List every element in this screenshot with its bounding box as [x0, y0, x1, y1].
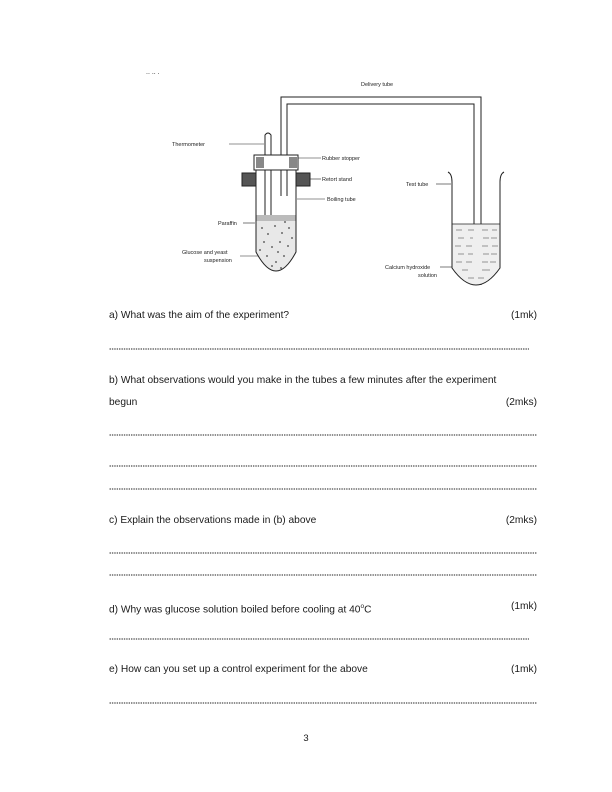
header-scribble: .. .. . [146, 69, 160, 76]
answer-line-d1[interactable] [109, 638, 529, 640]
answer-line-e1[interactable] [109, 702, 537, 704]
label-calcium-line1: Calcium hydroxide [385, 265, 431, 271]
label-delivery-tube: Delivery tube [361, 82, 394, 88]
page-number: 3 [303, 733, 309, 744]
label-calcium-line2: solution [418, 273, 437, 279]
label-glucose-line2: suspension [204, 258, 232, 264]
question-e-text: e) How can you set up a control experiment for the above [109, 664, 368, 675]
test-tube [448, 172, 504, 285]
question-c [109, 514, 537, 528]
experiment-diagram [0, 0, 612, 300]
question-d [109, 600, 537, 617]
label-paraffin: Paraffin [218, 221, 237, 227]
question-a-text: a) What was the aim of the experiment? [109, 310, 290, 321]
question-a [109, 309, 537, 323]
answer-line-b2[interactable] [109, 465, 537, 467]
label-glucose-line1: Glucose and yeast [182, 250, 228, 256]
question-e [109, 663, 537, 677]
retort-stand-clamp [242, 173, 310, 186]
label-rubber-stopper: Rubber stopper [322, 156, 360, 162]
question-c-text: c) Explain the observations made in (b) above [109, 515, 317, 526]
question-b-text2: begun [109, 397, 138, 408]
answer-line-c1[interactable] [109, 552, 537, 554]
question-b-marks: (2mks) [505, 397, 537, 408]
question-b-text: b) What observations would you make in the tubes a few minutes after the experiment [109, 375, 497, 386]
answer-line-b3[interactable] [109, 488, 537, 490]
answer-line-a1[interactable] [109, 348, 529, 350]
answer-line-c2[interactable] [109, 574, 537, 576]
label-test-tube: Test tube [406, 182, 429, 188]
question-b-line2 [109, 396, 537, 410]
label-boiling-tube: Boiling tube [327, 197, 356, 203]
question-a-marks: (1mk) [510, 310, 537, 321]
answer-line-b1[interactable] [109, 434, 537, 436]
question-d-marks: (1mk) [510, 601, 537, 612]
question-b [109, 374, 537, 388]
label-thermometer: Thermometer [172, 142, 206, 148]
label-retort-stand: Retort stand [322, 177, 352, 183]
boiling-tube [256, 170, 296, 271]
delivery-tube [281, 97, 481, 285]
rubber-stopper [254, 155, 298, 170]
question-c-marks: (2mks) [505, 515, 537, 526]
question-d-text: d) Why was glucose solution boiled before cooling at 40$^o$C [109, 603, 372, 616]
question-e-marks: (1mk) [510, 664, 537, 675]
